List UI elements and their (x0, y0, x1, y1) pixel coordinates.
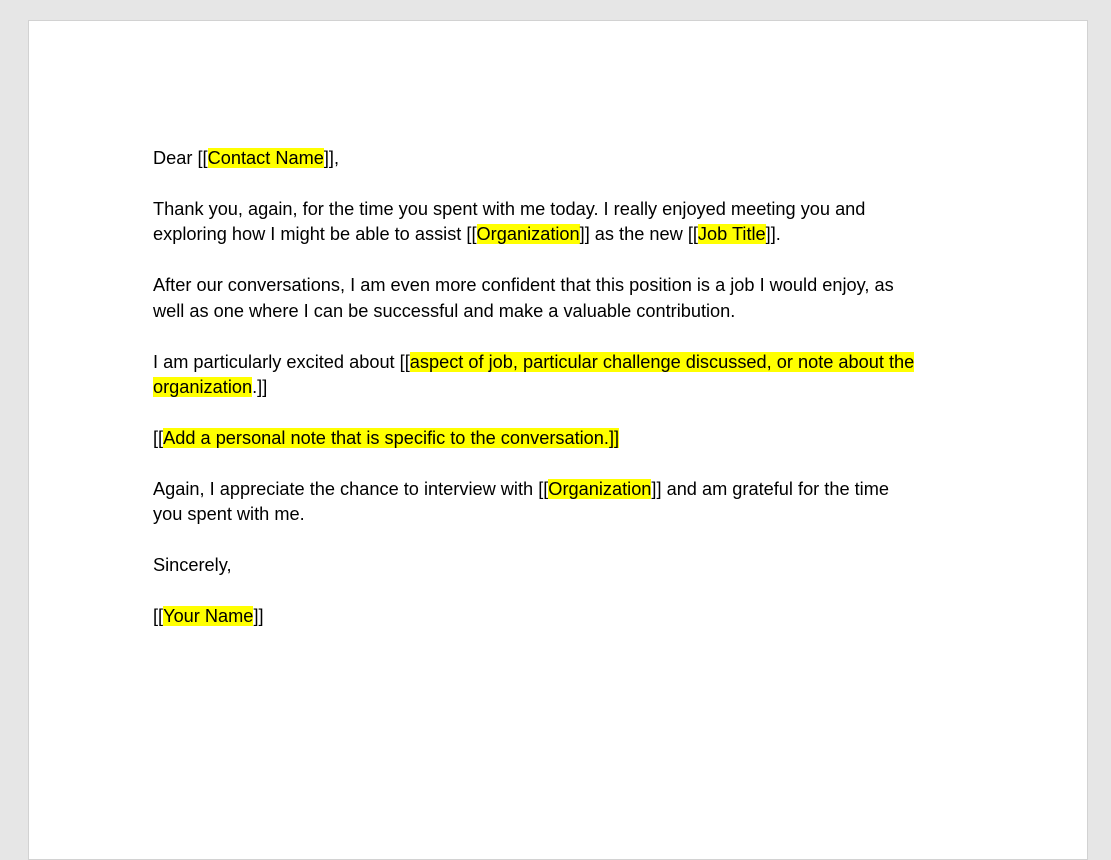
paragraph-line (153, 222, 973, 247)
paragraph-line: you spent with me. (153, 504, 305, 525)
text-run: I am particularly excited about [[ (153, 351, 410, 372)
text-run: ]] and am grateful for the time (651, 478, 889, 499)
text-run: exploring how I might be able to assist [[ (153, 224, 477, 245)
paragraph-line: well as one where I can be successful and make a valuable contribution. (153, 300, 736, 321)
organization-placeholder: Organization (548, 478, 652, 499)
document-page[interactable] (28, 20, 1088, 860)
paragraph-line: After our conversations, I am even more confident that this position is a job I would enjoy, as (153, 275, 894, 296)
paragraph-line (153, 477, 973, 502)
greeting-line (153, 146, 973, 171)
paragraph-appreciation (153, 477, 973, 528)
text-run: [[ (153, 427, 164, 448)
closing-line: Sincerely, (153, 555, 232, 576)
greeting-suffix: ]], (323, 148, 340, 168)
aspect-placeholder-line1: aspect of job, particular challenge discussed, or note about the (409, 351, 915, 372)
paragraph-confidence (153, 273, 973, 324)
text-run: Again, I appreciate the chance to interview with [[ (153, 478, 549, 499)
text-run: [[ (153, 606, 164, 627)
paragraph-line: Thank you, again, for the time you spent with me today. I really enjoyed meeting you and (153, 198, 866, 219)
paragraph-line (153, 375, 973, 400)
text-run: .]] (252, 376, 268, 397)
contact-name-placeholder: Contact Name (207, 148, 324, 168)
paragraph-excited (153, 350, 973, 401)
paragraph-thank-you (153, 197, 973, 248)
paragraph-line (153, 350, 973, 375)
signature-line (153, 604, 973, 629)
aspect-placeholder-line2: organization (153, 376, 253, 397)
your-name-placeholder: Your Name (163, 606, 254, 627)
text-run: ]] (253, 606, 264, 627)
letter-body[interactable] (153, 146, 973, 655)
organization-placeholder: Organization (476, 224, 580, 245)
text-run: ]] as the new [[ (579, 224, 698, 245)
personal-note-placeholder: Add a personal note that is specific to the conversation.]] (163, 427, 620, 448)
greeting-prefix: Dear [[ (153, 148, 208, 168)
paragraph-personal-note (153, 426, 973, 451)
text-run: ]]. (765, 224, 781, 245)
job-title-placeholder: Job Title (697, 224, 766, 245)
